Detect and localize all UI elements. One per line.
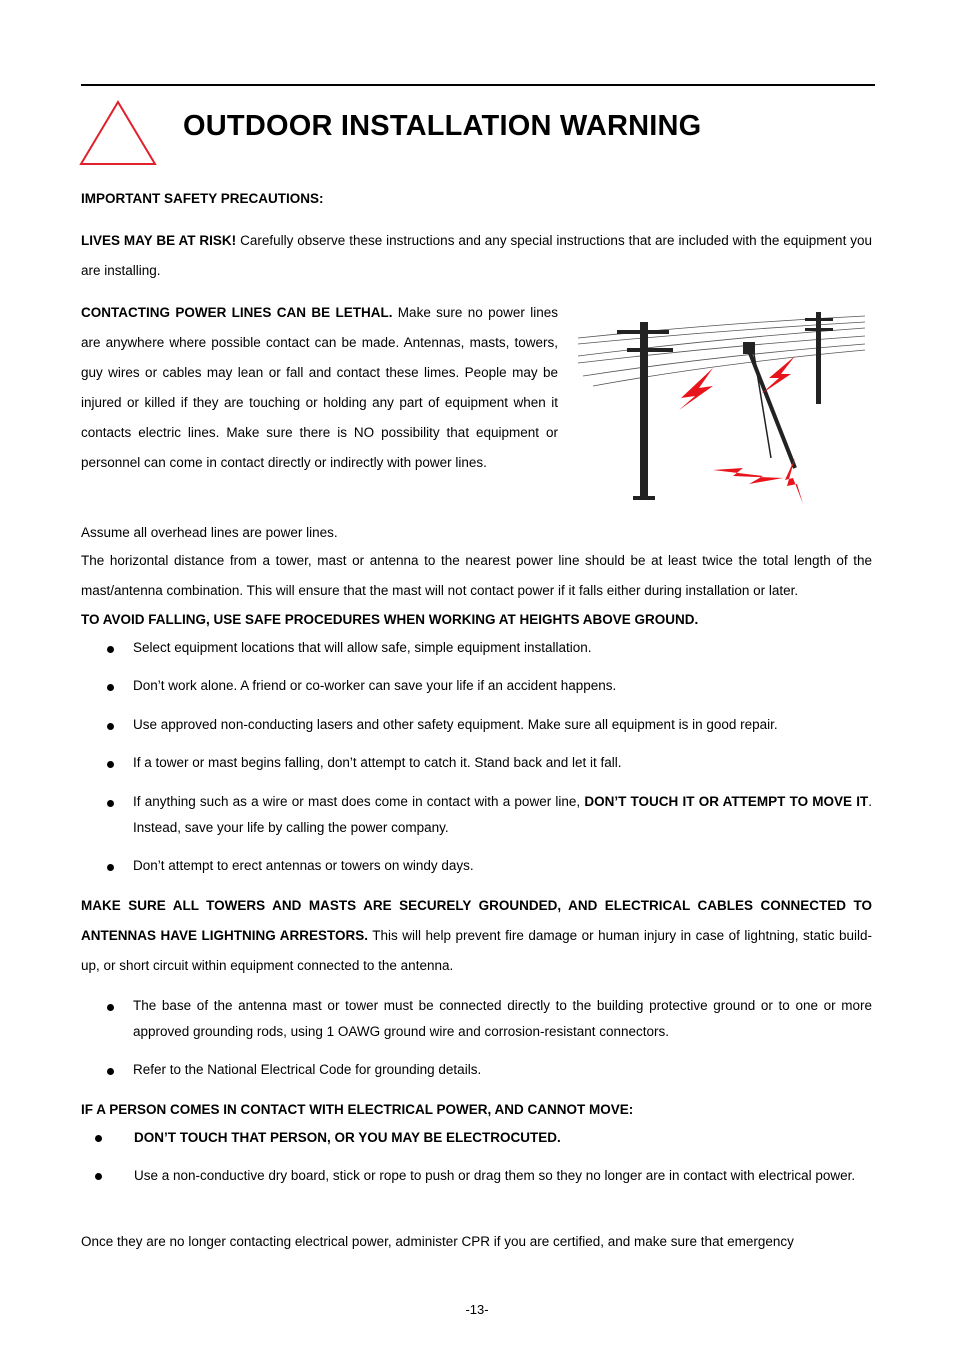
paragraph-grounded [81, 891, 872, 981]
list-item: Refer to the National Electrical Code for grounding details. [107, 1057, 872, 1083]
list-item: Use approved non-conducting lasers and other safety equipment. Make sure all equipment is in good repair. [107, 712, 872, 738]
heading-person-contact: IF A PERSON COMES IN CONTACT WITH ELECTRICAL POWER, AND CANNOT MOVE: [81, 1102, 634, 1117]
bullet-icon [95, 1173, 102, 1180]
list-item: If anything such as a wire or mast does come in contact with a power line, DON’T TOUCH IT OR ATTEMPT TO MOVE IT. Instead, save your life by calling the power company. [107, 789, 872, 841]
heading-safety-precautions: IMPORTANT SAFETY PRECAUTIONS: [81, 191, 324, 206]
paragraph-once: Once they are no longer contacting electrical power, administer CPR if you are certified, and make sure that emergency [81, 1234, 794, 1249]
paragraph-power-lines [81, 298, 558, 478]
bullet-icon [107, 800, 114, 807]
grounded-text: This will help prevent fire damage or human injury in case of lightning, static build-up, or short circuit within equipment connected to the antenna. [81, 928, 873, 973]
contacting-text: Make sure no power lines are anywhere where possible contact can be made. Antennas, masts, towers, guy wires or cables may lean or fall and contact these limes. People may be injured or killed if they are touching or holding any part of equipment when it contacts electric lines. Make sure there is NO possibility that equipment or personnel can come in contact directly or indirectly with power lines. [81, 305, 559, 470]
heading-avoid-falling: TO AVOID FALLING, USE SAFE PROCEDURES WHEN WORKING AT HEIGHTS ABOVE GROUND. [81, 612, 699, 627]
lives-text: Carefully observe these instructions and any special instructions that are included with the equipment you are installing. [81, 233, 872, 278]
bullet-icon [107, 684, 114, 691]
list-item: Don’t work alone. A friend or co-worker can save your life if an accident happens. [107, 673, 872, 699]
bullet-icon [95, 1135, 102, 1142]
list-item: Use a non-conductive dry board, stick or rope to push or drag them so they no longer are in contact with electrical power. [95, 1163, 872, 1189]
list-item: Don’t attempt to erect antennas or towers on windy days. [107, 853, 872, 879]
list-item: If a tower or mast begins falling, don’t attempt to catch it. Stand back and let it fall. [107, 750, 872, 776]
bullet-icon [107, 761, 114, 768]
paragraph-horizontal-distance: The horizontal distance from a tower, mast or antenna to the nearest power line should be at least twice the total length of the mast/antenna combination. This will ensure that the mast will not contact power if it falls either during installation or later. [81, 553, 872, 598]
bullet-icon [107, 723, 114, 730]
bullet-icon [107, 1068, 114, 1075]
paragraph-assume: Assume all overhead lines are power lines. [81, 525, 338, 540]
warning-triangle-icon [79, 100, 157, 166]
list-item: The base of the antenna mast or tower must be connected directly to the building protective ground or to one or more approved grounding rods, using 1 OAWG ground wire and corrosion-resistant connectors. [107, 993, 872, 1045]
paragraph-lives-at-risk [81, 226, 872, 286]
page-title: OUTDOOR INSTALLATION WARNING [183, 110, 702, 142]
bullet-icon [107, 864, 114, 871]
lives-bold: LIVES MAY BE AT RISK! [81, 233, 237, 248]
grounded-bold: MAKE SURE ALL TOWERS AND MASTS ARE SECURELY GROUNDED, AND ELECTRICAL CABLES CONNECTED TO ANTENNAS HAVE LIGHTNING ARRESTORS. [81, 898, 872, 943]
power-line-hazard-illustration [573, 308, 869, 512]
bullet-icon [107, 1004, 114, 1011]
header-rule [81, 84, 875, 86]
list-item: DON’T TOUCH THAT PERSON, OR YOU MAY BE ELECTROCUTED. [95, 1125, 872, 1151]
contacting-bold: CONTACTING POWER LINES CAN BE LETHAL. [81, 305, 393, 320]
page-number: -13- [465, 1302, 489, 1317]
bullet-icon [107, 646, 114, 653]
list-item: Select equipment locations that will allow safe, simple equipment installation. [107, 635, 872, 661]
